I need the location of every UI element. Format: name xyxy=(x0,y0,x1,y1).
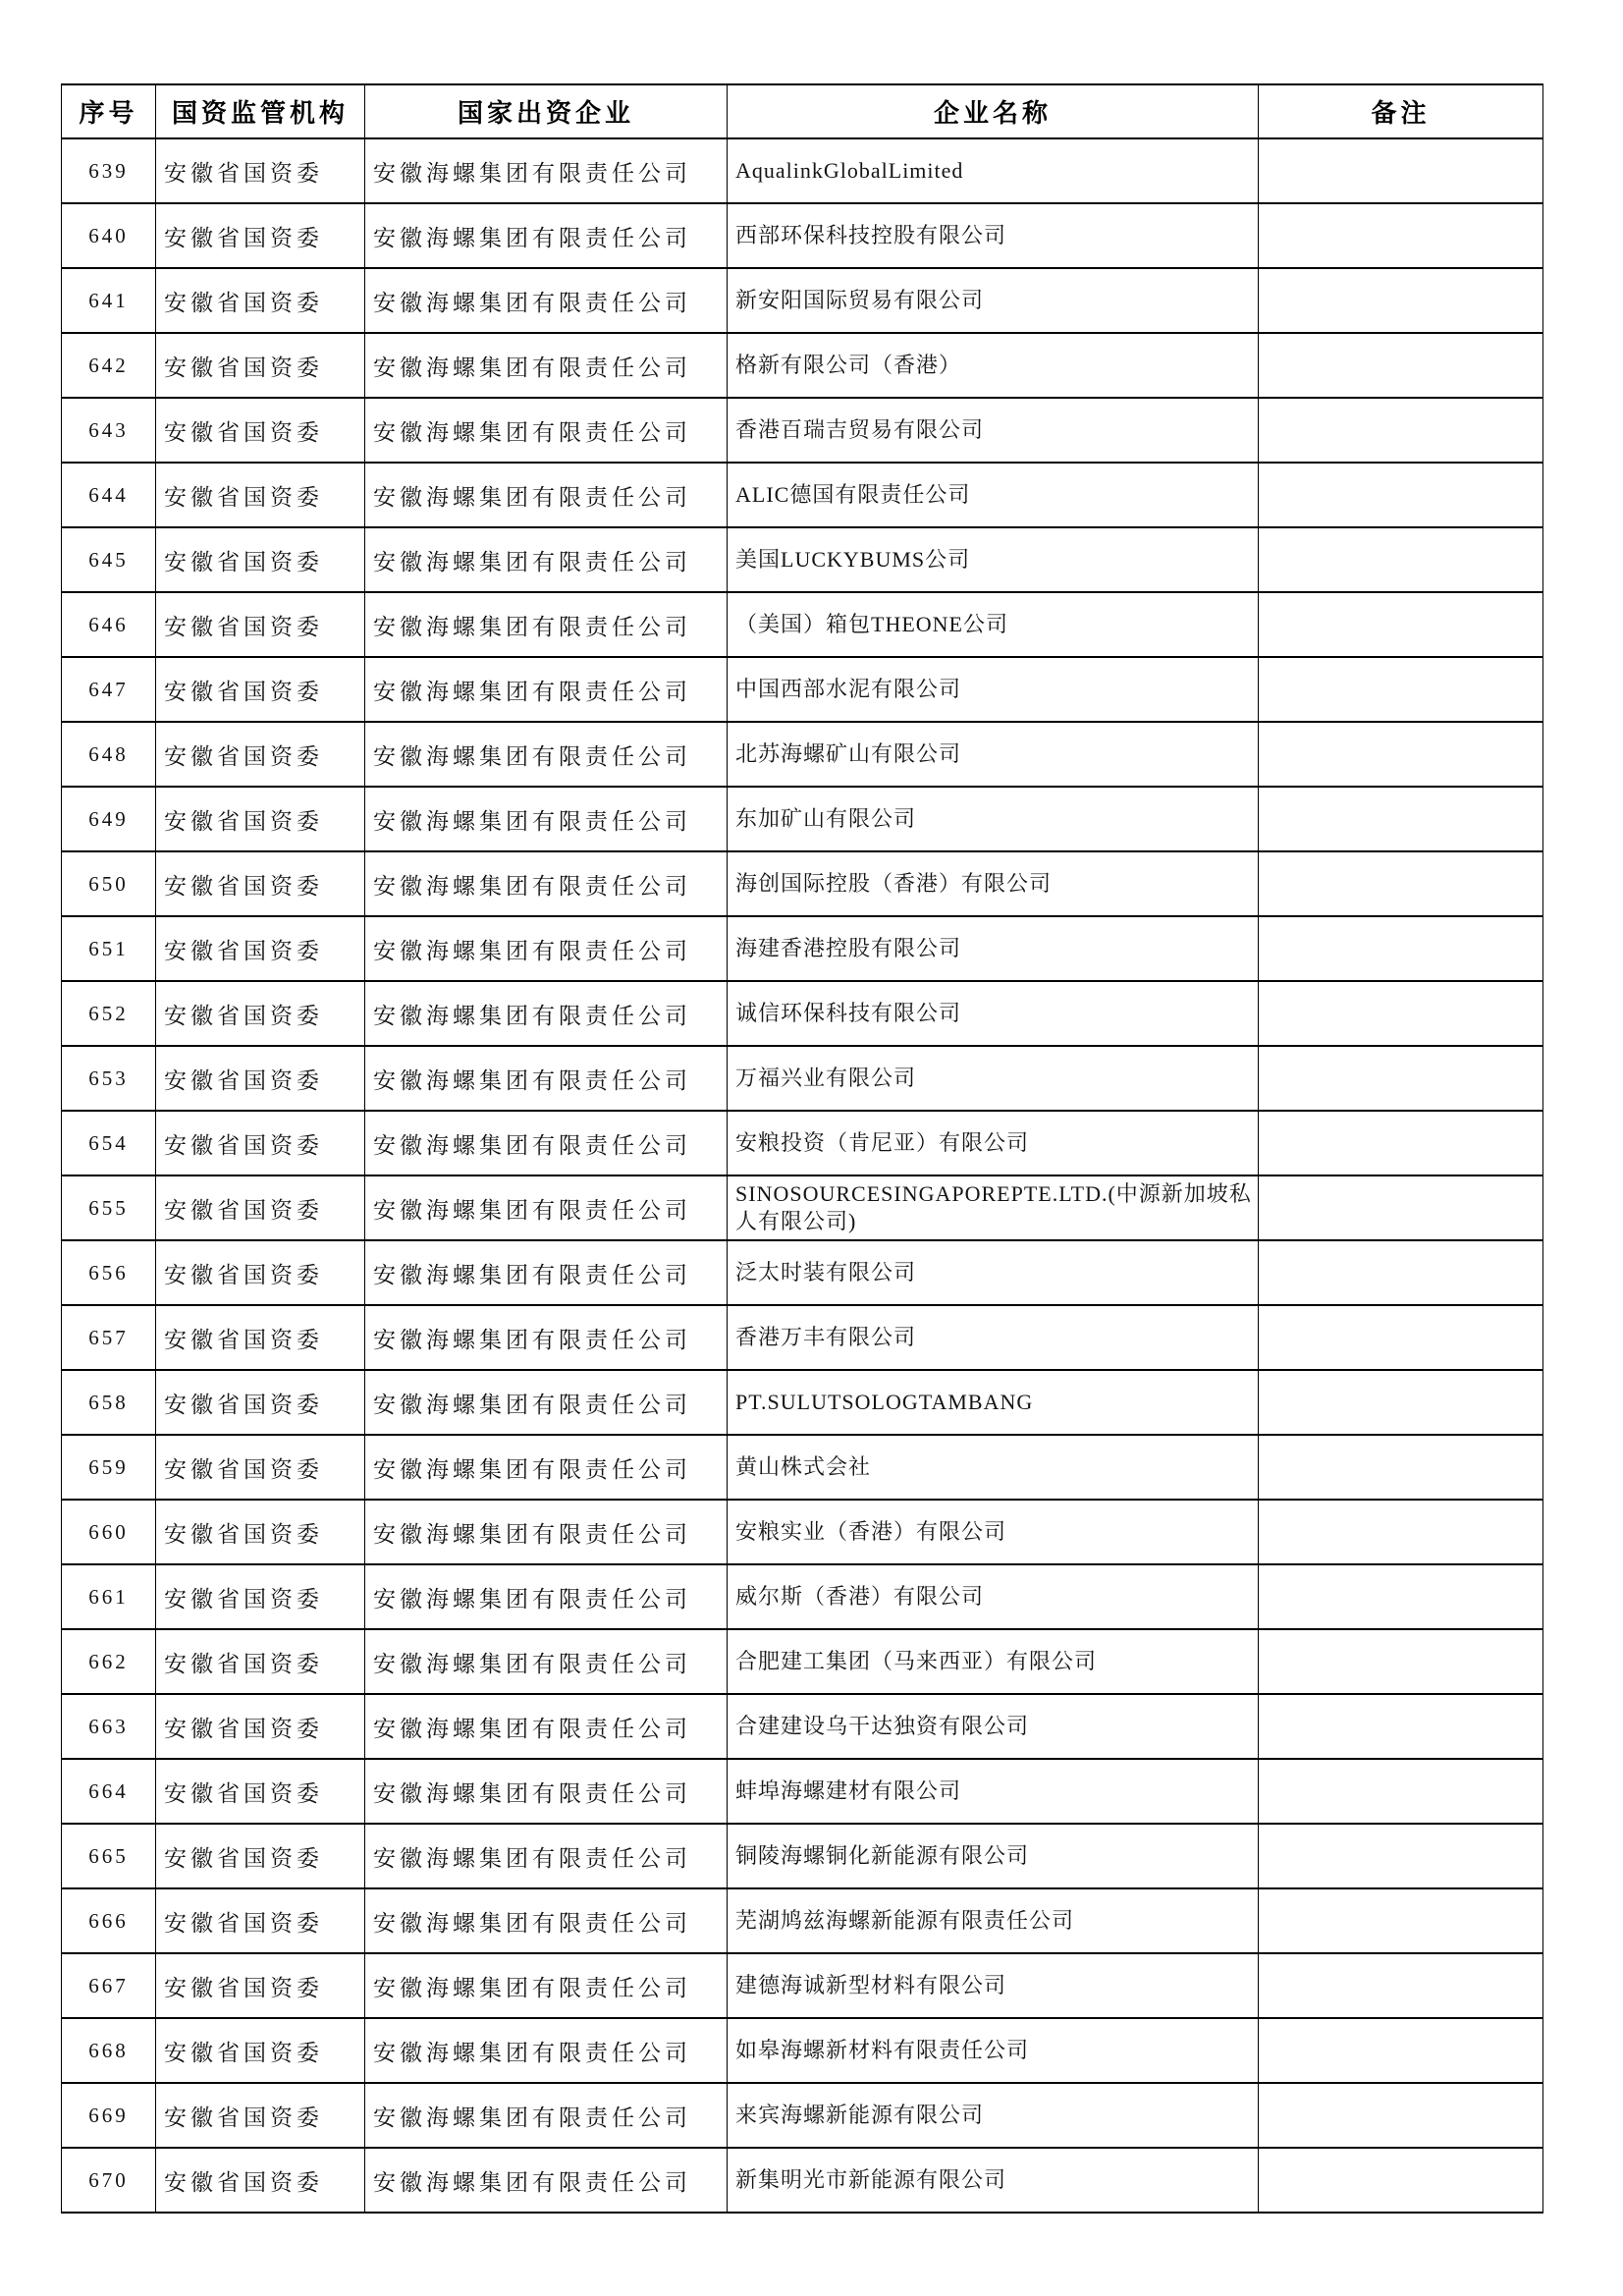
cell-note xyxy=(1259,1111,1543,1175)
cell-regulator: 安徽省国资委 xyxy=(156,463,365,527)
table-row xyxy=(62,916,1543,981)
cell-regulator: 安徽省国资委 xyxy=(156,1240,365,1305)
table-head xyxy=(62,84,1543,138)
cell-funded-enterprise: 安徽海螺集团有限责任公司 xyxy=(365,203,728,268)
cell-note xyxy=(1259,787,1543,851)
company-table xyxy=(61,83,1543,2214)
cell-company-name: 诚信环保科技有限公司 xyxy=(728,981,1259,1046)
table-row xyxy=(62,1111,1543,1175)
cell-index: 659 xyxy=(62,1435,156,1500)
table-row xyxy=(62,203,1543,268)
cell-regulator: 安徽省国资委 xyxy=(156,722,365,787)
cell-note xyxy=(1259,398,1543,463)
cell-regulator: 安徽省国资委 xyxy=(156,1435,365,1500)
cell-company-name: 海创国际控股（香港）有限公司 xyxy=(728,851,1259,916)
cell-regulator: 安徽省国资委 xyxy=(156,981,365,1046)
cell-funded-enterprise: 安徽海螺集团有限责任公司 xyxy=(365,1500,728,1564)
table-row xyxy=(62,1888,1543,1953)
cell-note xyxy=(1259,1629,1543,1694)
cell-regulator: 安徽省国资委 xyxy=(156,1046,365,1111)
cell-company-name: 安粮实业（香港）有限公司 xyxy=(728,1500,1259,1564)
cell-regulator: 安徽省国资委 xyxy=(156,592,365,657)
cell-note xyxy=(1259,916,1543,981)
cell-company-name: 合建建设乌干达独资有限公司 xyxy=(728,1694,1259,1759)
cell-company-name: 新安阳国际贸易有限公司 xyxy=(728,268,1259,333)
table-row xyxy=(62,527,1543,592)
cell-index: 667 xyxy=(62,1953,156,2018)
cell-note xyxy=(1259,138,1543,203)
cell-index: 669 xyxy=(62,2083,156,2148)
cell-index: 648 xyxy=(62,722,156,787)
cell-note xyxy=(1259,851,1543,916)
cell-funded-enterprise: 安徽海螺集团有限责任公司 xyxy=(365,527,728,592)
cell-note xyxy=(1259,1694,1543,1759)
cell-note xyxy=(1259,333,1543,398)
cell-index: 655 xyxy=(62,1175,156,1240)
cell-company-name: 北苏海螺矿山有限公司 xyxy=(728,722,1259,787)
table-row xyxy=(62,1046,1543,1111)
cell-regulator: 安徽省国资委 xyxy=(156,2083,365,2148)
col-header-index: 序号 xyxy=(62,84,156,138)
cell-note xyxy=(1259,1435,1543,1500)
table-row xyxy=(62,592,1543,657)
cell-regulator: 安徽省国资委 xyxy=(156,1370,365,1435)
cell-note xyxy=(1259,268,1543,333)
cell-regulator: 安徽省国资委 xyxy=(156,1629,365,1694)
table-row xyxy=(62,1500,1543,1564)
cell-index: 647 xyxy=(62,657,156,722)
table-row xyxy=(62,463,1543,527)
cell-company-name: 新集明光市新能源有限公司 xyxy=(728,2148,1259,2213)
cell-company-name: 海建香港控股有限公司 xyxy=(728,916,1259,981)
cell-note xyxy=(1259,1500,1543,1564)
table-row xyxy=(62,1175,1543,1240)
cell-company-name: 建德海诚新型材料有限公司 xyxy=(728,1953,1259,2018)
cell-funded-enterprise: 安徽海螺集团有限责任公司 xyxy=(365,1759,728,1824)
table-row xyxy=(62,1564,1543,1629)
table-row xyxy=(62,2083,1543,2148)
cell-index: 661 xyxy=(62,1564,156,1629)
cell-funded-enterprise: 安徽海螺集团有限责任公司 xyxy=(365,1175,728,1240)
table-row xyxy=(62,2148,1543,2213)
cell-regulator: 安徽省国资委 xyxy=(156,2018,365,2083)
cell-company-name: 西部环保科技控股有限公司 xyxy=(728,203,1259,268)
cell-index: 660 xyxy=(62,1500,156,1564)
cell-funded-enterprise: 安徽海螺集团有限责任公司 xyxy=(365,787,728,851)
table-row xyxy=(62,268,1543,333)
cell-company-name: （美国）箱包THEONE公司 xyxy=(728,592,1259,657)
cell-index: 646 xyxy=(62,592,156,657)
cell-index: 662 xyxy=(62,1629,156,1694)
cell-note xyxy=(1259,1953,1543,2018)
cell-index: 645 xyxy=(62,527,156,592)
table-row xyxy=(62,1824,1543,1888)
cell-company-name: 万福兴业有限公司 xyxy=(728,1046,1259,1111)
cell-funded-enterprise: 安徽海螺集团有限责任公司 xyxy=(365,1953,728,2018)
table-row xyxy=(62,657,1543,722)
table-row xyxy=(62,981,1543,1046)
cell-company-name: 美国LUCKYBUMS公司 xyxy=(728,527,1259,592)
table-row xyxy=(62,1759,1543,1824)
cell-regulator: 安徽省国资委 xyxy=(156,2148,365,2213)
cell-funded-enterprise: 安徽海螺集团有限责任公司 xyxy=(365,1888,728,1953)
cell-regulator: 安徽省国资委 xyxy=(156,1888,365,1953)
table-row xyxy=(62,2018,1543,2083)
cell-index: 664 xyxy=(62,1759,156,1824)
cell-company-name: PT.SULUTSOLOGTAMBANG xyxy=(728,1370,1259,1435)
cell-index: 642 xyxy=(62,333,156,398)
cell-regulator: 安徽省国资委 xyxy=(156,398,365,463)
table-header-row xyxy=(62,84,1543,138)
cell-regulator: 安徽省国资委 xyxy=(156,657,365,722)
cell-note xyxy=(1259,592,1543,657)
col-header-funded-enterprise: 国家出资企业 xyxy=(365,84,728,138)
cell-index: 670 xyxy=(62,2148,156,2213)
cell-company-name: 合肥建工集团（马来西亚）有限公司 xyxy=(728,1629,1259,1694)
cell-note xyxy=(1259,722,1543,787)
table-row xyxy=(62,398,1543,463)
table-row xyxy=(62,333,1543,398)
cell-funded-enterprise: 安徽海螺集团有限责任公司 xyxy=(365,2083,728,2148)
cell-funded-enterprise: 安徽海螺集团有限责任公司 xyxy=(365,1046,728,1111)
cell-index: 656 xyxy=(62,1240,156,1305)
cell-funded-enterprise: 安徽海螺集团有限责任公司 xyxy=(365,1111,728,1175)
cell-regulator: 安徽省国资委 xyxy=(156,787,365,851)
cell-regulator: 安徽省国资委 xyxy=(156,1111,365,1175)
cell-note xyxy=(1259,203,1543,268)
cell-regulator: 安徽省国资委 xyxy=(156,1694,365,1759)
cell-note xyxy=(1259,1370,1543,1435)
cell-company-name: 东加矿山有限公司 xyxy=(728,787,1259,851)
table-row xyxy=(62,1694,1543,1759)
cell-note xyxy=(1259,1240,1543,1305)
cell-note xyxy=(1259,527,1543,592)
cell-regulator: 安徽省国资委 xyxy=(156,916,365,981)
cell-index: 652 xyxy=(62,981,156,1046)
cell-funded-enterprise: 安徽海螺集团有限责任公司 xyxy=(365,1629,728,1694)
cell-company-name: 铜陵海螺铜化新能源有限公司 xyxy=(728,1824,1259,1888)
cell-company-name: 泛太时装有限公司 xyxy=(728,1240,1259,1305)
cell-company-name: 如皋海螺新材料有限责任公司 xyxy=(728,2018,1259,2083)
cell-funded-enterprise: 安徽海螺集团有限责任公司 xyxy=(365,657,728,722)
table-row xyxy=(62,138,1543,203)
cell-company-name: AqualinkGlobalLimited xyxy=(728,138,1259,203)
cell-company-name: 来宾海螺新能源有限公司 xyxy=(728,2083,1259,2148)
cell-index: 651 xyxy=(62,916,156,981)
cell-funded-enterprise: 安徽海螺集团有限责任公司 xyxy=(365,722,728,787)
cell-note xyxy=(1259,1759,1543,1824)
cell-funded-enterprise: 安徽海螺集团有限责任公司 xyxy=(365,592,728,657)
cell-funded-enterprise: 安徽海螺集团有限责任公司 xyxy=(365,1305,728,1370)
cell-note xyxy=(1259,1564,1543,1629)
cell-company-name: ALIC德国有限责任公司 xyxy=(728,463,1259,527)
table-row xyxy=(62,722,1543,787)
cell-regulator: 安徽省国资委 xyxy=(156,138,365,203)
cell-company-name: 香港万丰有限公司 xyxy=(728,1305,1259,1370)
cell-funded-enterprise: 安徽海螺集团有限责任公司 xyxy=(365,1435,728,1500)
cell-note xyxy=(1259,657,1543,722)
col-header-regulator: 国资监管机构 xyxy=(156,84,365,138)
col-header-note: 备注 xyxy=(1259,84,1543,138)
cell-funded-enterprise: 安徽海螺集团有限责任公司 xyxy=(365,851,728,916)
cell-note xyxy=(1259,1824,1543,1888)
cell-funded-enterprise: 安徽海螺集团有限责任公司 xyxy=(365,2018,728,2083)
cell-company-name: 蚌埠海螺建材有限公司 xyxy=(728,1759,1259,1824)
cell-company-name: 黄山株式会社 xyxy=(728,1435,1259,1500)
cell-index: 657 xyxy=(62,1305,156,1370)
cell-funded-enterprise: 安徽海螺集团有限责任公司 xyxy=(365,916,728,981)
cell-regulator: 安徽省国资委 xyxy=(156,1759,365,1824)
cell-index: 653 xyxy=(62,1046,156,1111)
cell-funded-enterprise: 安徽海螺集团有限责任公司 xyxy=(365,268,728,333)
cell-regulator: 安徽省国资委 xyxy=(156,333,365,398)
cell-funded-enterprise: 安徽海螺集团有限责任公司 xyxy=(365,398,728,463)
cell-funded-enterprise: 安徽海螺集团有限责任公司 xyxy=(365,138,728,203)
cell-funded-enterprise: 安徽海螺集团有限责任公司 xyxy=(365,981,728,1046)
cell-note xyxy=(1259,2083,1543,2148)
cell-index: 663 xyxy=(62,1694,156,1759)
cell-index: 650 xyxy=(62,851,156,916)
table-row xyxy=(62,1953,1543,2018)
cell-funded-enterprise: 安徽海螺集团有限责任公司 xyxy=(365,1824,728,1888)
table-row xyxy=(62,1240,1543,1305)
cell-funded-enterprise: 安徽海螺集团有限责任公司 xyxy=(365,1564,728,1629)
cell-note xyxy=(1259,1175,1543,1240)
cell-regulator: 安徽省国资委 xyxy=(156,1824,365,1888)
cell-index: 668 xyxy=(62,2018,156,2083)
cell-funded-enterprise: 安徽海螺集团有限责任公司 xyxy=(365,1370,728,1435)
cell-regulator: 安徽省国资委 xyxy=(156,1175,365,1240)
cell-company-name: 中国西部水泥有限公司 xyxy=(728,657,1259,722)
cell-index: 665 xyxy=(62,1824,156,1888)
table-row xyxy=(62,1629,1543,1694)
cell-note xyxy=(1259,463,1543,527)
cell-note xyxy=(1259,2018,1543,2083)
table-row xyxy=(62,851,1543,916)
cell-regulator: 安徽省国资委 xyxy=(156,1500,365,1564)
cell-regulator: 安徽省国资委 xyxy=(156,527,365,592)
col-header-company-name: 企业名称 xyxy=(728,84,1259,138)
cell-company-name: SINOSOURCESINGAPOREPTE.LTD.(中源新加坡私人有限公司) xyxy=(728,1175,1259,1240)
cell-note xyxy=(1259,1888,1543,1953)
cell-company-name: 香港百瑞吉贸易有限公司 xyxy=(728,398,1259,463)
cell-index: 639 xyxy=(62,138,156,203)
cell-funded-enterprise: 安徽海螺集团有限责任公司 xyxy=(365,333,728,398)
cell-index: 640 xyxy=(62,203,156,268)
cell-company-name: 格新有限公司（香港） xyxy=(728,333,1259,398)
cell-company-name: 威尔斯（香港）有限公司 xyxy=(728,1564,1259,1629)
cell-note xyxy=(1259,981,1543,1046)
cell-regulator: 安徽省国资委 xyxy=(156,203,365,268)
cell-regulator: 安徽省国资委 xyxy=(156,851,365,916)
table-row xyxy=(62,1370,1543,1435)
cell-index: 654 xyxy=(62,1111,156,1175)
cell-index: 666 xyxy=(62,1888,156,1953)
cell-regulator: 安徽省国资委 xyxy=(156,1564,365,1629)
cell-regulator: 安徽省国资委 xyxy=(156,268,365,333)
cell-note xyxy=(1259,1046,1543,1111)
table-body xyxy=(62,138,1543,2213)
table-row xyxy=(62,1435,1543,1500)
cell-funded-enterprise: 安徽海螺集团有限责任公司 xyxy=(365,2148,728,2213)
cell-index: 644 xyxy=(62,463,156,527)
cell-company-name: 安粮投资（肯尼亚）有限公司 xyxy=(728,1111,1259,1175)
cell-funded-enterprise: 安徽海螺集团有限责任公司 xyxy=(365,1694,728,1759)
cell-index: 658 xyxy=(62,1370,156,1435)
table-row xyxy=(62,1305,1543,1370)
cell-regulator: 安徽省国资委 xyxy=(156,1953,365,2018)
table-row xyxy=(62,787,1543,851)
cell-funded-enterprise: 安徽海螺集团有限责任公司 xyxy=(365,463,728,527)
cell-note xyxy=(1259,1305,1543,1370)
cell-funded-enterprise: 安徽海螺集团有限责任公司 xyxy=(365,1240,728,1305)
cell-company-name: 芜湖鸠兹海螺新能源有限责任公司 xyxy=(728,1888,1259,1953)
cell-index: 643 xyxy=(62,398,156,463)
cell-index: 649 xyxy=(62,787,156,851)
cell-index: 641 xyxy=(62,268,156,333)
cell-note xyxy=(1259,2148,1543,2213)
cell-regulator: 安徽省国资委 xyxy=(156,1305,365,1370)
